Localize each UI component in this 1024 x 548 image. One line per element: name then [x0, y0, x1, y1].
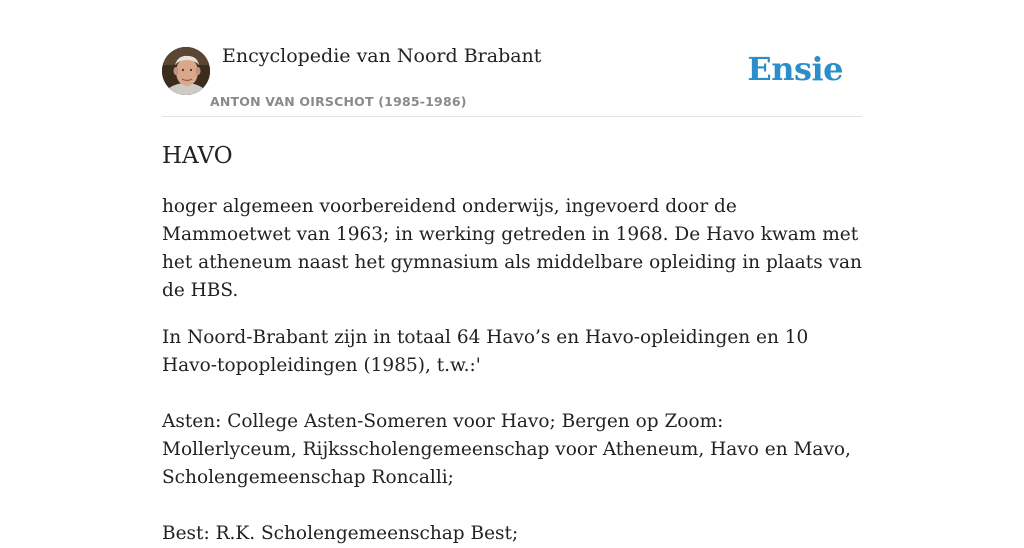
page	[162, 0, 868, 548]
article-title: HAVO	[162, 143, 233, 169]
article-paragraph-2: In Noord-Brabant zijn in totaal 64 Havo’s en Havo-opleidingen en 10 Havo-topopleidingen (1985), t.w.:' Asten: College Asten-Someren voor Havo; Bergen op Zoom: Mollerlyceum, Rijksscholengemeenschap voor Atheneum, Havo en Mavo, Scholengemeenschap Roncalli; Best: R.K. Scholengemeenschap Best;	[162, 327, 851, 544]
author-name[interactable]: ANTON VAN OIRSCHOT (1985-1986)	[210, 94, 467, 109]
header	[162, 0, 862, 117]
article-paragraph-1: hoger algemeen voorbereidend onderwijs, ingevoerd door de Mammoetwet van 1963; in werking getreden in 1968. De Havo kwam met het atheneum naast het gymnasium als middelbare opleiding in plaats van de HBS.	[162, 196, 868, 301]
article	[162, 141, 868, 548]
publication-title[interactable]: Encyclopedie van Noord Brabant	[222, 45, 542, 67]
author-portrait-icon	[162, 47, 210, 95]
ensie-logo[interactable]: Ensie	[747, 50, 843, 88]
author-avatar[interactable]	[162, 47, 210, 95]
